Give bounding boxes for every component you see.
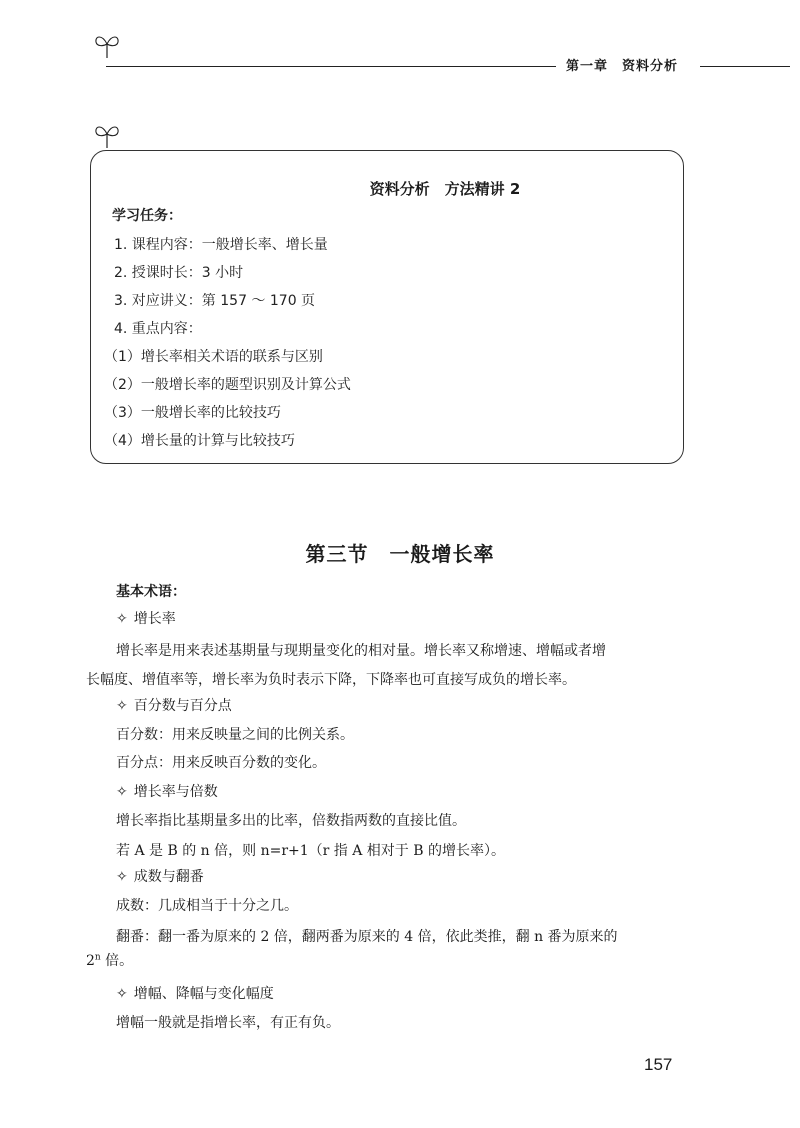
term-heading: ✧ 百分数与百分点 (116, 698, 232, 714)
diamond-icon: ✧ (116, 611, 128, 627)
sprout-icon (94, 30, 120, 60)
task-item: 1. 课程内容：一般增长率、增长量 (114, 237, 328, 253)
section-title: 第三节 一般增长率 (305, 542, 495, 566)
task-item: 3. 对应讲义：第 157 ～ 170 页 (114, 293, 316, 309)
diamond-icon: ✧ (116, 698, 128, 714)
diamond-icon: ✧ (116, 986, 128, 1002)
header-rule-left (106, 66, 556, 67)
paragraph-line: 百分点：用来反映百分数的变化。 (116, 755, 326, 771)
term-heading: ✧ 增长率 (116, 611, 176, 627)
term-heading: ✧ 增长率与倍数 (116, 784, 218, 800)
paragraph-line: 长幅度、增值率等，增长率为负时表示下降，下降率也可直接写成负的增长率。 (86, 672, 576, 688)
task-item: （2）一般增长率的题型识别及计算公式 (104, 377, 351, 393)
paragraph-line: 成数：几成相当于十分之几。 (116, 898, 298, 914)
term-heading: ✧ 增幅、降幅与变化幅度 (116, 986, 274, 1002)
paragraph-line: 增幅一般就是指增长率，有正有负。 (116, 1015, 340, 1031)
task-heading: 学习任务： (112, 208, 182, 224)
task-item: 2. 授课时长：3 小时 (114, 265, 244, 281)
header-rule-right (700, 66, 790, 67)
paragraph-line: 2$^n$ 倍。 (86, 952, 134, 969)
terms-heading: 基本术语： (116, 584, 186, 600)
task-item: （4）增长量的计算与比较技巧 (104, 433, 295, 449)
paragraph-line: 翻番：翻一番为原来的 2 倍，翻两番为原来的 4 倍，依此类推，翻 n 番为原来的 (116, 929, 618, 945)
task-item: （3）一般增长率的比较技巧 (104, 405, 281, 421)
chapter-header: 第一章 资料分析 (566, 59, 679, 74)
paragraph-line: 若 A 是 B 的 n 倍，则 n=r+1（r 指 A 相对于 B 的增长率）。 (116, 843, 505, 859)
task-box-title: 资料分析 方法精讲 2 (369, 180, 521, 198)
sprout-icon (94, 120, 120, 150)
diamond-icon: ✧ (116, 784, 128, 800)
diamond-icon: ✧ (116, 869, 128, 885)
task-item: 4. 重点内容： (114, 321, 202, 337)
page-number: 157 (644, 1055, 673, 1074)
term-heading: ✧ 成数与翻番 (116, 869, 204, 885)
paragraph-line: 增长率指比基期量多出的比率，倍数指两数的直接比值。 (116, 813, 466, 829)
paragraph-line: 百分数：用来反映量之间的比例关系。 (116, 727, 354, 743)
paragraph-line: 增长率是用来表述基期量与现期量变化的相对量。增长率又称增速、增幅或者增 (116, 643, 606, 659)
task-item: （1）增长率相关术语的联系与区别 (104, 349, 323, 365)
